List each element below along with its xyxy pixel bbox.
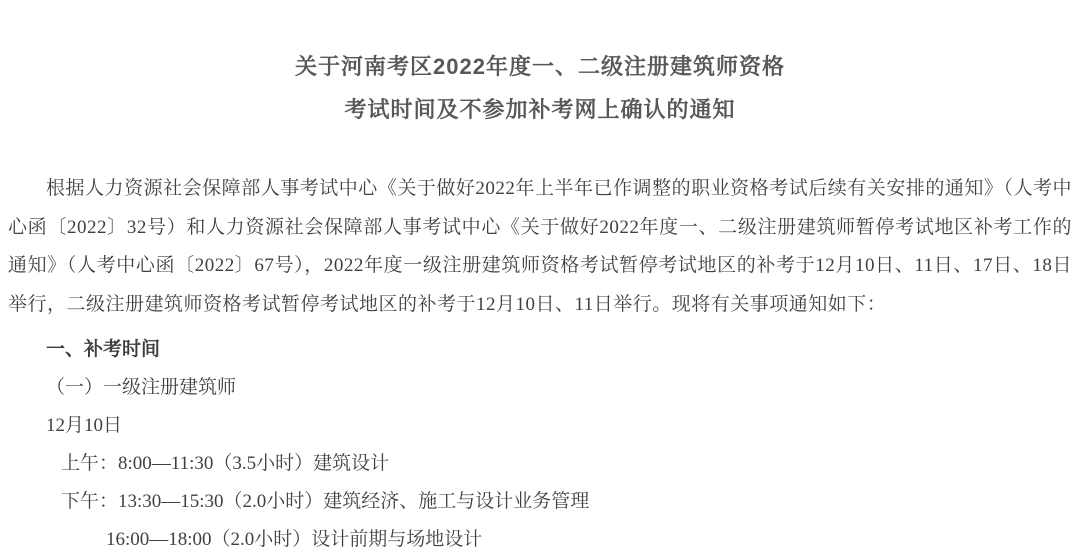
- intro-paragraph: 根据人力资源社会保障部人事考试中心《关于做好2022年上半年已作调整的职业资格考试后续有关安排的通知》（人考中心函〔2022〕32号）和人力资源社会保障部人事考试中心《关于做好2022年度一、二级注册建筑师暂停考试地区补考工作的通知》（人考中心函〔2022〕67号），2022年度一级注册建筑师资格考试暂停考试地区的补考于12月10日、11日、17日、18日举行，二级注册建筑师资格考试暂停考试地区的补考于12月10日、11日举行。现将有关事项通知如下：: [8, 178, 1072, 315]
- subsection-first-class-architect: （一）一级注册建筑师: [46, 377, 237, 398]
- schedule-morning-session: 上午：8:00—11:30（3.5小时）建筑设计: [61, 453, 390, 474]
- notice-title-line2: 考试时间及不参加补考网上确认的通知: [344, 97, 736, 122]
- exam-date: 12月10日: [46, 415, 123, 436]
- schedule-afternoon-session-2: 16:00—18:00（2.0小时）设计前期与场地设计: [106, 529, 483, 549]
- notice-title-line1: 关于河南考区2022年度一、二级注册建筑师资格: [295, 54, 785, 79]
- schedule-afternoon-session-1: 下午：13:30—15:30（2.0小时）建筑经济、施工与设计业务管理: [61, 491, 590, 512]
- section-heading-makeup-exam-time: 一、补考时间: [46, 339, 161, 360]
